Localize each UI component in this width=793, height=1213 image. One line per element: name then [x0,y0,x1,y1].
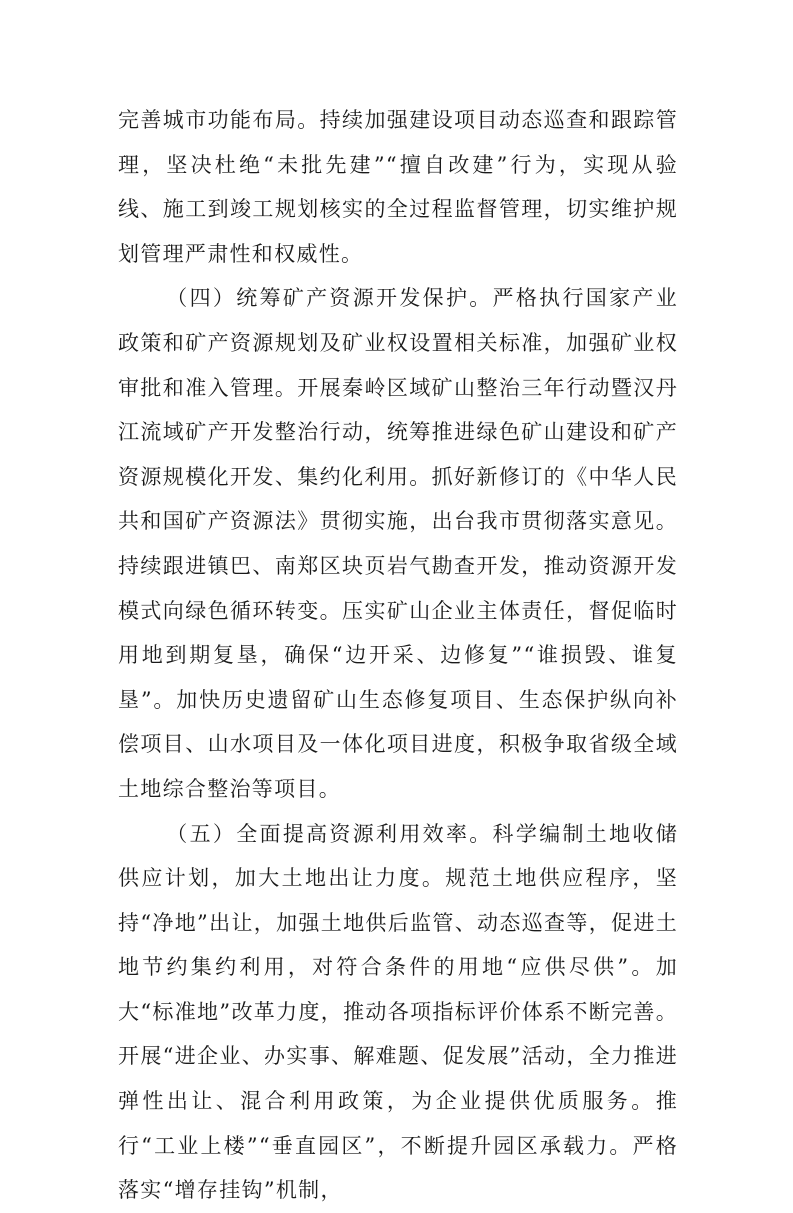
paragraph-section-four: （四）统筹矿产资源开发保护。严格执行国家产业政策和矿产资源规划及矿业权设置相关标准，加强矿业权审批和准入管理。开展秦岭区域矿山整治三年行动暨汉丹江流域矿产开发整治行动，统筹推进绿色矿山建设和矿产资源规模化开发、集约化利用。抓好新修订的《中华人民共和国矿产资源法》贯彻实施，出台我市贯彻落实意见。持续跟进镇巴、南郑区块页岩气勘查开发，推动资源开发模式向绿色循环转变。压实矿山企业主体责任，督促临时用地到期复垦，确保“边开采、边修复”“谁损毁、谁复垦”。加快历史遗留矿山生态修复项目、生态保护纵向补偿项目、山水项目及一体化项目进度，积极争取省级全域土地综合整治等项目。 [118,286,678,801]
paragraph-section-five: （五）全面提高资源利用效率。科学编制土地收储供应计划，加大土地出让力度。规范土地供应程序，坚持“净地”出让，加强土地供后监管、动态巡查等，促进土地节约集约利用，对符合条件的用地“应供尽供”。加大“标准地”改革力度，推动各项指标评价体系不断完善。开展“进企业、办实事、解难题、促发展”活动，全力推进弹性出让、混合利用政策，为企业提供优质服务。推行“工业上楼”“垂直园区”，不断提升园区承载力。严格落实“增存挂钩”机制， [118,821,678,1203]
paragraph-continuation: 完善城市功能布局。持续加强建设项目动态巡查和跟踪管理，坚决杜绝“未批先建”“擅自改建”行为，实现从验线、施工到竣工规划核实的全过程监督管理，切实维护规划管理严肃性和权威性。 [118,108,678,266]
document-body [118,98,678,1213]
